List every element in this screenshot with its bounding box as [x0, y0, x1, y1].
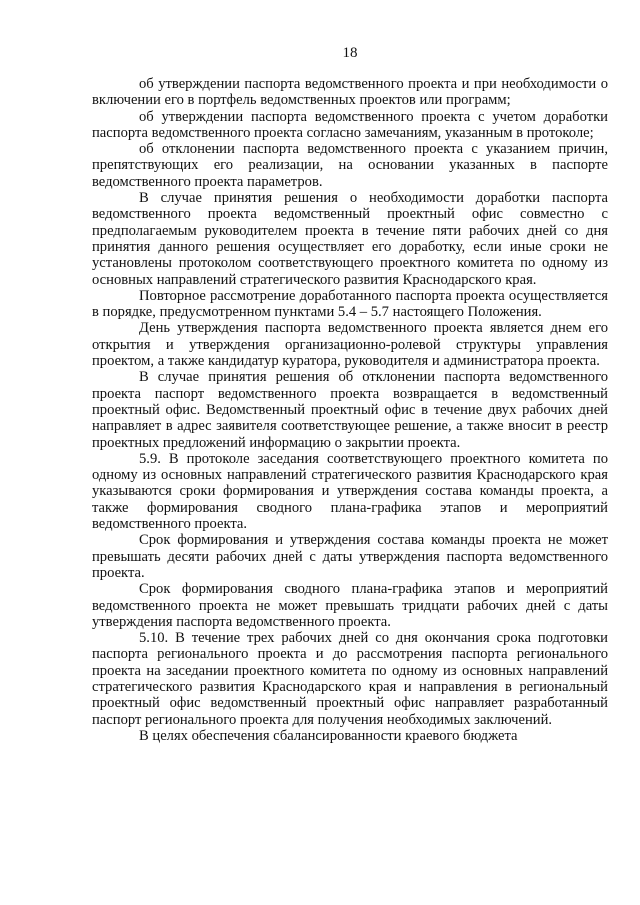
paragraph-approve-passport: об утверждении паспорта ведомственного проекта и при необходимости о включении его в портфель ведомственных проектов или программ; — [92, 76, 608, 109]
paragraph-approval-day: День утверждения паспорта ведомственного проекта является днем его открытия и утверждения организационно-ролевой структуры управления проектом, а также кандидатур куратора, руководителя и администратора проекта. — [92, 320, 608, 370]
page-number: 18 — [342, 45, 358, 61]
paragraph-schedule-deadline: Срок формирования сводного плана-графика этапов и мероприятий ведомственного проекта не может превышать тридцати рабочих дней с даты утверждения паспорта ведомственного проекта. — [92, 581, 608, 630]
paragraph-clause-5-10: 5.10. В течение трех рабочих дней со дня окончания срока подготовки паспорта регионального проекта и до рассмотрения паспорта регионального проекта на заседании проектного комитета по одному из основных направлений стратегического развития Краснодарского края и направления в региональный проектный офис ведомственный проектный офис направляет разработанный паспорт регионального проекта для получения необходимых заключений. — [92, 630, 608, 728]
paragraph-approve-with-revision: об утверждении паспорта ведомственного проекта с учетом доработки паспорта ведомственного проекта согласно замечаниям, указанным в протоколе; — [92, 108, 608, 141]
paragraph-rejection-decision: В случае принятия решения об отклонении паспорта ведомственного проекта паспорт ведомственного проекта возвращается в ведомственный проектный офис. Ведомственный проектный офис в течение двух рабочих дней направляет в адрес заявителя соответствующее решение, а также вносит в реестр проектных предложений информацию о закрытии проекта. — [92, 369, 608, 451]
paragraph-reject-passport: об отклонении паспорта ведомственного проекта с указанием причин, препятствующих его реализации, на основании указанных в паспорте ведомственного проекта параметров. — [92, 141, 608, 190]
paragraph-clause-5-9: 5.9. В протоколе заседания соответствующего проектного комитета по одному из основных направлений стратегического развития Краснодарского края указываются сроки формирования и утверждения состава команды проекта, а также формирования сводного плана-графика этапов и мероприятий ведомственного проекта. — [92, 450, 608, 533]
paragraph-budget-balance: В целях обеспечения сбалансированности краевого бюджета — [139, 727, 518, 744]
paragraph-revision-decision: В случае принятия решения о необходимости доработки паспорта ведомственного проекта ведомственный проектный офис совместно с предполагаемым руководителем проекта в течение пяти рабочих дней со дня принятия данного решения осуществляет его доработку, если иные сроки не установлены протоколом соответствующего проектного комитета по одному из основных направлений стратегического развития Краснодарского края. — [92, 190, 608, 288]
paragraph-repeat-review: Повторное рассмотрение доработанного паспорта проекта осуществляется в порядке, предусмотренном пунктами 5.4 – 5.7 настоящего Положения. — [92, 287, 608, 321]
paragraph-team-deadline: Срок формирования и утверждения состава команды проекта не может превышать десяти рабочих дней с даты утверждения паспорта ведомственного проекта. — [92, 532, 608, 581]
